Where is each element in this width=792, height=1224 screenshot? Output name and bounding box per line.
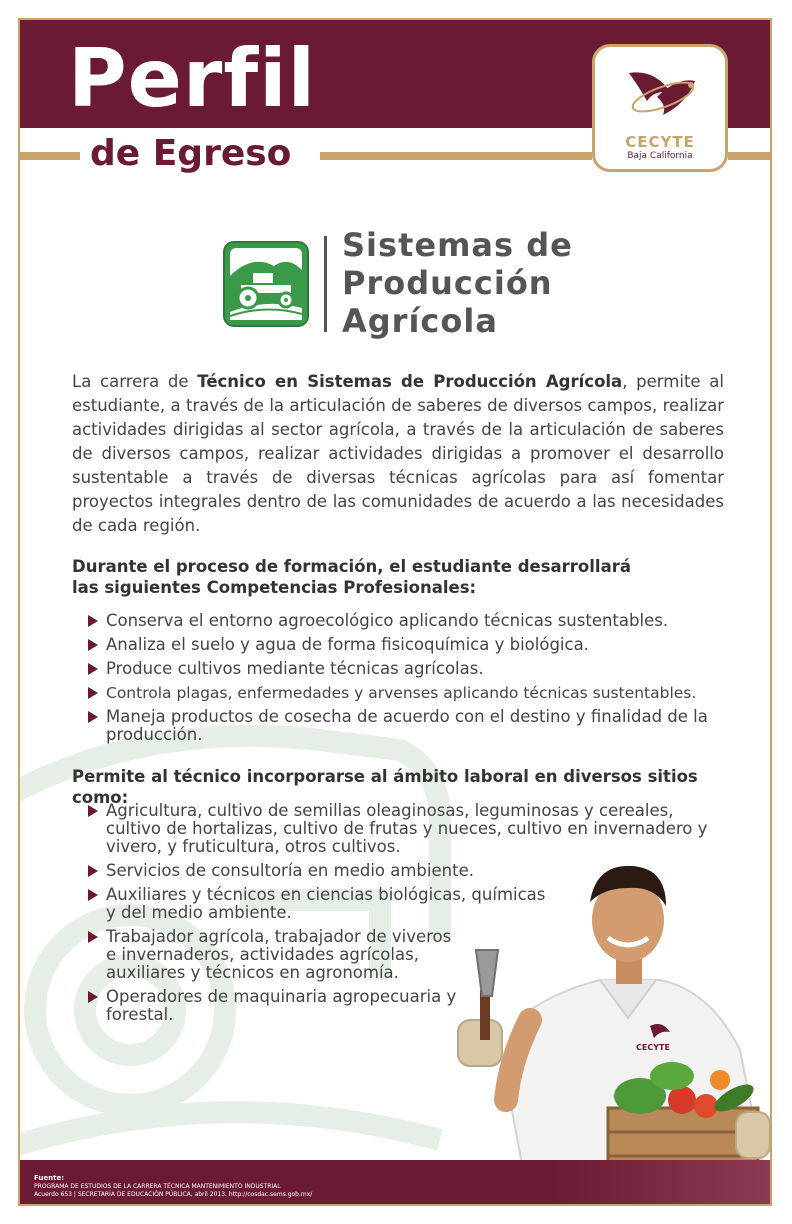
- cecyte-logo-icon: [625, 67, 697, 129]
- gold-divider-right: [728, 152, 772, 160]
- bullet-arrow-icon: [88, 991, 98, 1003]
- bullet-arrow-icon: [88, 931, 98, 943]
- intro-career-name: Técnico en Sistemas de Producción Agrícola: [197, 372, 623, 391]
- list-item: Analiza el suelo y agua de forma fisicoquímica y biológica.: [88, 636, 728, 654]
- tractor-icon: [222, 240, 310, 328]
- list-item: Auxiliares y técnicos en ciencias biológicas, químicas y del medio ambiente.: [88, 886, 546, 922]
- student-photo: [440, 850, 772, 1206]
- list-item: Agricultura, cultivo de semillas oleaginosas, leguminosas y cereales, cultivo de hortalizas, cultivo de frutas y nueces, cultivo en invernadero y vivero, y fruticultura, otros cultivos.: [88, 802, 728, 856]
- list-item: Maneja productos de cosecha de acuerdo con el destino y finalidad de la producción.: [88, 708, 728, 744]
- bullet-arrow-icon: [88, 663, 98, 675]
- shirt-logo-text: CECYTE: [636, 1043, 670, 1052]
- page-title: Perfil: [68, 32, 316, 125]
- intro-rest: , permite al estudiante, a través de la articulación de saberes de diversos campos, realizar actividades dirigidas al sector agrícola, a través de la articulación de saberes de diversos campos, realizar actividades dirigidas a promover el desarrollo sustentable a través de diversas técnicas agrícolas para así fomentar proyectos integrales dentro de las comunidades de acuerdo a las necesidades de cada región.: [72, 372, 724, 535]
- bullet-arrow-icon: [88, 889, 98, 901]
- competencias-heading: [72, 556, 631, 598]
- bullet-arrow-icon: [88, 865, 98, 877]
- competencias-heading-line2: las siguientes Competencias Profesionales:: [72, 578, 477, 597]
- career-title-line1: Sistemas de: [342, 226, 573, 264]
- footer-source: [34, 1174, 312, 1199]
- gold-divider-mid: [320, 152, 592, 160]
- cecyte-logo: [592, 44, 728, 172]
- career-title-line3: Agrícola: [342, 302, 498, 340]
- list-item: Conserva el entorno agroecológico aplicando técnicas sustentables.: [88, 612, 728, 630]
- list-item: Servicios de consultoría en medio ambiente.: [88, 862, 526, 880]
- page-subtitle: de Egreso: [86, 132, 303, 176]
- footer-label: Fuente:: [34, 1174, 65, 1182]
- bullet-arrow-icon: [88, 805, 98, 817]
- gold-divider-left: [20, 152, 80, 160]
- ambito-heading: Permite al técnico incorporarse al ámbito laboral en diversos sitios como:: [72, 767, 698, 807]
- footer-line2: Acuerdo 653 | SECRETARÍA DE EDUCACIÓN PÚBLICA, abril 2013. http://cosdac.sems.gob.mx/: [34, 1191, 313, 1198]
- list-item: Operadores de maquinaria agropecuaria y forestal.: [88, 988, 466, 1024]
- list-item: Produce cultivos mediante técnicas agrícolas.: [88, 660, 728, 678]
- bullet-arrow-icon: [88, 687, 98, 699]
- logo-region: Baja California: [627, 151, 693, 161]
- title-divider: [324, 236, 327, 332]
- competencias-heading-line1: Durante el proceso de formación, el estudiante desarrollará: [72, 557, 631, 576]
- bullet-arrow-icon: [88, 615, 98, 627]
- bullet-arrow-icon: [88, 711, 98, 723]
- poster-frame: [18, 18, 772, 1206]
- bullet-arrow-icon: [88, 639, 98, 651]
- list-item: Trabajador agrícola, trabajador de viveros e invernaderos, actividades agrícolas, auxiliares y técnicos en agronomía.: [88, 928, 466, 982]
- list-item: Controla plagas, enfermedades y arvenses aplicando técnicas sustentables.: [88, 684, 728, 702]
- footer-line1: PROGRAMA DE ESTUDIOS DE LA CARRERA TÉCNICA MANTENIMIENTO INDUSTRIAL: [34, 1183, 281, 1190]
- intro-prefix: La carrera de: [72, 372, 198, 391]
- career-title-line2: Producción: [342, 264, 553, 302]
- competencias-list: [88, 612, 728, 750]
- intro-paragraph: [72, 370, 724, 538]
- logo-name: CECYTE: [625, 133, 695, 151]
- career-title: [342, 226, 573, 340]
